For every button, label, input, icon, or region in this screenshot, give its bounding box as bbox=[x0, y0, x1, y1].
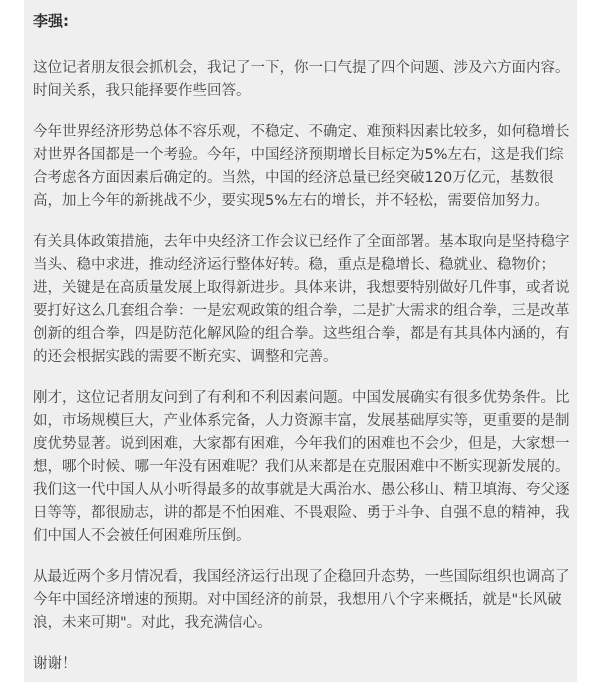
paragraph-thanks: 谢谢！ bbox=[33, 656, 77, 672]
paragraph-economy-outlook: 今年世界经济形势总体不容乐观，不稳定、不确定、难预料因素比较多，如何稳增长对世界各国都是一个考验。今年，中国经济预期增长目标定为5%左右，这是我们综合考虑各方面因素后确定的。当然，中国的经济总量已经突破120万亿元，基数很高，加上今年的新挑战不少，要实现5%左右的增长，并不轻松，需要倍加努力。 bbox=[33, 124, 570, 209]
paragraph-economic-prospect: 从最近两个多月情况看，我国经济运行出现了企稳回升态势，一些国际组织也调高了今年中国经济增速的预期。对中国经济的前景，我想用八个字来概括，就是"长风破浪，未来可期"。对此，我充满信心。 bbox=[33, 569, 570, 631]
article-card bbox=[24, 0, 577, 682]
paragraph-policy-measures: 有关具体政策措施，去年中央经济工作会议已经作了全面部署。基本取向是坚持稳字当头、稳中求进，推动经济运行整体好转。稳，重点是稳增长、稳就业、稳物价；进，关键是在高质量发展上取得新进步。具体来讲，我想要特别做好几件事，或者说要打好这么几套组合拳：一是宏观政策的组合拳，二是扩大需求的组合拳，三是改革创新的组合拳，四是防范化解风险的组合拳。这些组合拳，都是有其具体内涵的，有的还会根据实践的需要不断充实、调整和完善。 bbox=[33, 234, 570, 365]
paragraph-intro: 这位记者朋友很会抓机会，我记了一下，你一口气提了四个问题、涉及六方面内容。时间关系，我只能择要作些回答。 bbox=[33, 60, 570, 99]
paragraph-advantages-difficulties: 刚才，这位记者朋友问到了有利和不利因素问题。中国发展确实有很多优势条件。比如，市场规模巨大，产业体系完备，人力资源丰富，发展基础厚实等，更重要的是制度优势显著。说到困难，大家都有困难，今年我们的困难也不会少，但是，大家想一想，哪个时候、哪一年没有困难呢？我们从来都是在克服困难中不断实现新发展的。我们这一代中国人从小听得最多的故事就是大禹治水、愚公移山、精卫填海、夸父逐日等等，都很励志，讲的都是不怕困难、不畏艰险、勇于斗争、自强不息的精神，我们中国人不会被任何困难所压倒。 bbox=[33, 390, 570, 544]
speaker-name: 李强: bbox=[33, 12, 69, 30]
